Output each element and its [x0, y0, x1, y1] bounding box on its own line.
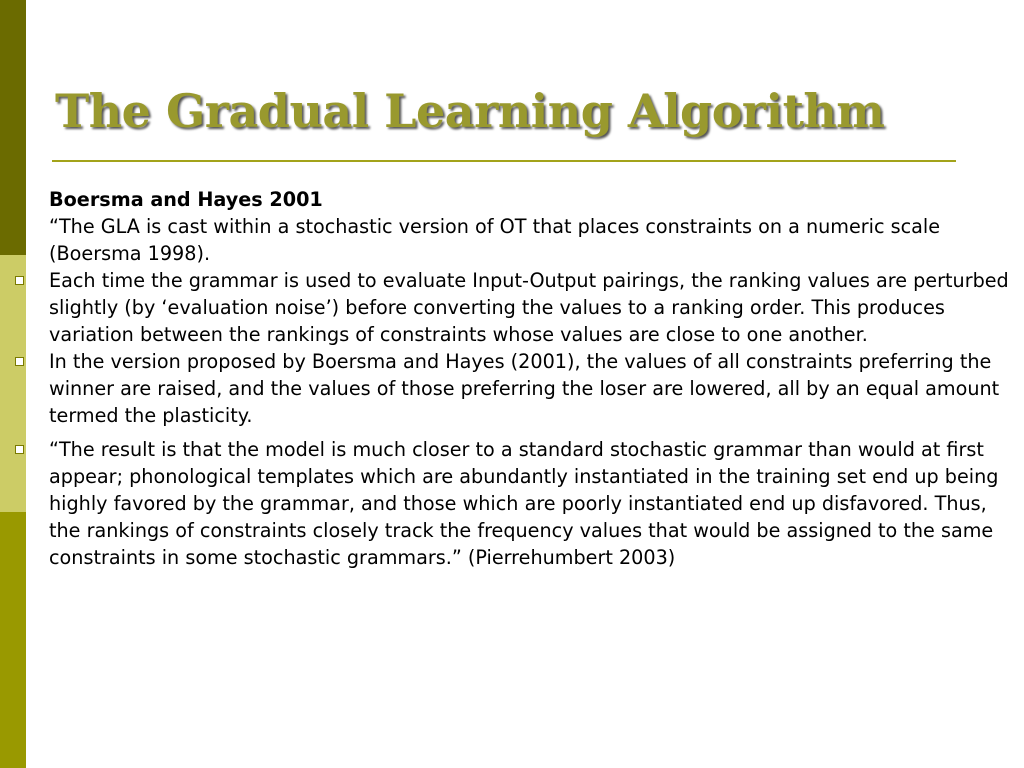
- square-bullet-icon: [15, 276, 24, 285]
- bullet-item: [49, 267, 1014, 348]
- bullet-text: Each time the grammar is used to evaluate Input-Output pairings, the ranking values are perturbed slightly (by ‘evaluation noise’) before converting the values to a ranking order. This produces variation between the rankings of constraints whose values are close to one another.: [49, 269, 1009, 346]
- section-heading: Boersma and Hayes 2001: [49, 188, 323, 211]
- sidebar-band-dark: [0, 0, 26, 255]
- bullet-item: [49, 348, 1014, 429]
- bullet-text: “The result is that the model is much closer to a standard stochastic grammar than would at first appear; phonological templates which are abundantly instantiated in the training set end up being highly favored by the grammar, and those which are poorly instantiated end up disfavored. Thus, the rankings of constraints closely track the frequency values that would be assigned to the same constraints in some stochastic grammars.” (Pierrehumbert 2003): [49, 438, 999, 569]
- square-bullet-icon: [15, 357, 24, 366]
- intro-quote: “The GLA is cast within a stochastic version of OT that places constraints on a numeric scale (Boersma 1998).: [49, 215, 941, 265]
- title-underline: [52, 160, 956, 162]
- slide-body: [49, 186, 1014, 571]
- slide-title: The Gradual Learning Algorithm: [55, 84, 885, 138]
- square-bullet-icon: [15, 445, 24, 454]
- bullet-text: In the version proposed by Boersma and Hayes (2001), the values of all constraints preferring the winner are raised, and the values of those preferring the loser are lowered, all by an equal amount termed the plasticity.: [49, 350, 1000, 427]
- sidebar-band-olive: [0, 512, 26, 768]
- bullet-item: [49, 436, 1014, 571]
- sidebar-band-light: [0, 255, 26, 512]
